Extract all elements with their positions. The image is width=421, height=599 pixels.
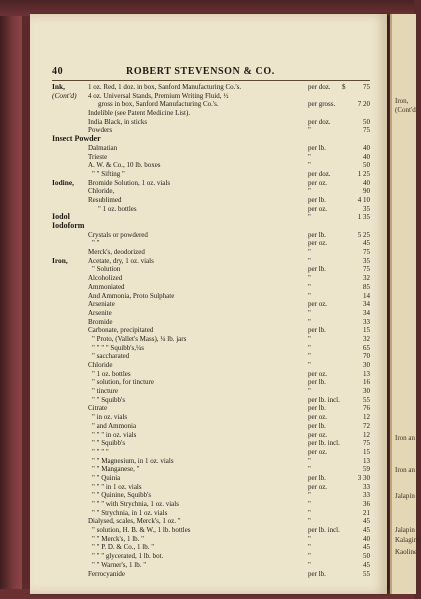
price-unit: per lb. [308,404,326,413]
price-value: 75 [363,439,370,448]
product-description: " " Quinine, Squibb's [92,491,152,500]
product-description: And Ammonia, Proto Sulphate [88,291,175,300]
product-name: Iron, [52,255,68,265]
price-unit: " [308,317,311,326]
product-description: " " Merck's, 1 lb. " [92,534,145,543]
price-unit: " [308,248,311,257]
price-value: 12 [363,413,370,422]
price-unit: " [308,152,311,161]
price-value: 34 [363,308,370,317]
price-unit: " [308,361,311,369]
product-description: 1 oz. Red, 1 doz. in box, Sanford Manufacturing Co.'s. [88,83,242,91]
price-value: 1 35 [357,213,370,222]
page-number: 40 [52,66,64,77]
price-value: 13 [363,456,370,465]
price-unit: " [308,517,311,526]
adjacent-page-text: Iron an [395,434,416,442]
price-unit: per lb. [308,195,326,204]
price-value: 76 [363,404,370,413]
price-value: 40 [363,152,370,161]
product-description: " " " glycerated, 1 lb. bot. [92,552,164,561]
price-unit: " [308,387,311,396]
price-row [52,344,370,353]
price-value: 15 [363,326,370,335]
product-name: Insect Powder [52,134,101,144]
adjacent-page-text: Kalagink [395,536,421,544]
product-name: Ink, [52,82,65,91]
product-description: " " Strychnia, in 1 oz. vials [92,508,168,517]
price-unit: " [308,343,311,352]
price-value: 40 [363,534,370,543]
price-value: 7 20 [357,100,370,109]
price-value: 55 [363,569,370,578]
product-description: " solution, H. B. & W., 1 lb. bottles [92,526,191,535]
price-unit: " [308,126,311,135]
product-description: " " " " [92,447,109,456]
price-row [52,543,370,552]
price-row [52,161,370,170]
price-value: 75 [363,126,370,135]
price-row [52,239,370,248]
price-value: 75 [363,248,370,257]
price-value: 34 [363,300,370,309]
price-value: 15 [363,447,370,456]
price-unit: per lb. [308,473,326,482]
price-row [52,283,370,292]
price-row [52,309,370,318]
price-row [52,439,370,448]
price-row [52,387,370,396]
price-unit: per oz. [308,430,328,439]
product-description: " " " in oz. vials [92,430,137,439]
product-description: " and Ammonia [92,421,137,430]
price-row [52,213,370,222]
adjacent-page-text: Iron, [395,97,409,105]
price-value: 45 [363,560,370,569]
product-description: " " Warner's, 1 lb. " [92,560,147,569]
price-unit: " [308,274,311,283]
price-row [52,222,370,231]
price-row [52,483,370,492]
price-value: 50 [363,161,370,170]
price-unit: per lb. [308,326,326,335]
price-value: 75 [363,265,370,274]
price-unit: per doz. [308,169,331,178]
price-value: 5 25 [357,230,370,239]
price-unit: per lb. [308,421,326,430]
price-row [52,92,370,101]
price-unit: per lb. incl. [308,395,340,404]
price-value: 4 10 [357,195,370,204]
price-value: 55 [363,395,370,404]
product-description: A. W. & Co., 10 lb. boxes [88,161,161,170]
price-value: 33 [363,317,370,326]
price-row [52,378,370,387]
price-row [52,300,370,309]
price-unit: per lb. [308,265,326,274]
product-description: Powders [88,126,113,135]
price-value: 70 [363,352,370,361]
price-row [52,135,370,144]
product-name: Iodine, [52,177,74,187]
adjacent-page-text: (Cont'd [395,106,416,114]
price-value: 35 [363,256,370,265]
price-row [52,179,370,188]
price-unit: " [308,491,311,500]
product-description: 4 oz. Universal Stands, Premium Writing Fluid, ½ [88,91,229,100]
price-row [52,205,370,214]
product-description: " " " in 1 oz. vials [92,482,142,491]
product-description: Dalmatian [88,143,118,152]
price-row [52,248,370,257]
product-description: " " Squibb's [92,439,126,448]
price-unit: " [308,465,311,474]
price-unit: " [308,500,311,508]
product-description: " " " " Squibb's,¼s [92,343,144,352]
price-row [52,570,370,579]
price-unit: " [308,334,311,343]
price-value: 35 [363,204,370,213]
product-description: " in oz. vials [92,413,128,422]
price-value: 40 [363,178,370,187]
price-value: 45 [363,517,370,526]
product-name: (Cont'd) [52,90,77,100]
adjacent-page-text: Kaoline [395,548,418,556]
price-value: 45 [363,543,370,552]
price-unit: " [308,456,311,465]
price-row [52,457,370,466]
product-description: " " [92,239,100,248]
price-unit: " [308,308,311,317]
price-unit: per oz. [308,447,328,456]
product-description: Citrate [88,404,108,413]
adjacent-page-text: Jalapin [395,492,415,500]
price-unit: " [308,256,311,265]
price-unit: " [308,213,311,222]
product-description: Indelible (see Patent Medicine List). [88,109,191,118]
product-description: " " Sifting " [92,169,125,178]
price-unit: " [308,282,311,291]
product-description: Crystals or powdered [88,230,148,239]
price-row [52,361,370,370]
price-value: 33 [363,491,370,500]
product-description: Chloride, [88,187,115,196]
product-description: Dialysed, scales, Merck's, 1 oz. " [88,517,181,526]
price-value: 12 [363,430,370,439]
price-row [52,431,370,440]
price-unit: " [308,508,311,517]
price-value: 45 [363,239,370,248]
price-unit: per lb. [308,230,326,239]
product-description: " " Quinia [92,473,121,482]
price-row [52,413,370,422]
price-unit: per oz. [308,239,328,248]
product-description: Acetate, dry, 1 oz. vials [88,256,154,265]
product-description: Ammoniated [88,282,125,291]
price-row [52,491,370,500]
price-unit: per doz. [308,83,331,91]
product-description: " " Manganese, " [92,465,140,474]
product-name: Iodoform [52,221,85,230]
price-value: 85 [363,282,370,291]
price-row [52,526,370,535]
currency-sign: $ [342,83,346,91]
price-row [52,292,370,301]
product-description: " " " with Strychnia, 1 oz. vials [92,500,179,508]
price-unit: per oz. [308,204,328,213]
product-description: " saccharated [92,352,130,361]
product-description: Bromide [88,317,113,326]
product-description: Ferrocyanide [88,569,125,578]
price-unit: per lb. incl. [308,526,340,535]
price-unit: per oz. [308,300,328,309]
price-value: 40 [363,143,370,152]
price-row [52,257,370,266]
price-row [52,500,370,509]
price-row [52,335,370,344]
price-row [52,83,370,92]
price-row [52,561,370,570]
price-value: 75 [363,83,370,91]
price-row [52,231,370,240]
product-description: Arsenite [88,308,112,317]
product-description: Trieste [88,152,108,161]
price-value: 32 [363,274,370,283]
product-name: Iodol [52,212,70,222]
price-value: 45 [363,526,370,535]
price-row [52,535,370,544]
price-row [52,170,370,179]
price-row [52,265,370,274]
price-unit: per oz. [308,413,328,422]
adjacent-page-text: Iron an [395,466,416,474]
price-unit: " [308,552,311,561]
price-value: 65 [363,343,370,352]
book-cover-edge [0,0,22,599]
product-description: Chloride [88,361,113,369]
price-unit: " [308,534,311,543]
product-description: " solution, for tincture [92,378,154,387]
price-unit: per doz. [308,117,331,126]
price-row [52,144,370,153]
price-value: 36 [363,500,370,508]
price-unit: " [308,161,311,170]
price-unit: " [308,560,311,569]
product-description: " 1 oz. bottles [92,369,131,378]
price-unit: per lb. [308,378,326,387]
price-value: 90 [363,187,370,196]
price-value: 30 [363,361,370,369]
product-description: Merck's, deodorized [88,248,145,257]
product-description: Arseniate [88,300,115,309]
price-value: 21 [363,508,370,517]
price-row [52,517,370,526]
price-row [52,187,370,196]
price-row [52,509,370,518]
adjacent-page-edge [390,14,421,594]
product-description: " tincture [92,387,118,396]
product-description: gross in box, Sanford Manufacturing Co.'s. [98,100,219,109]
product-description: " " Squibb's [92,395,126,404]
price-unit: " [308,352,311,361]
product-description: Bromide Solution, 1 oz. vials [88,178,171,187]
page-header [52,66,370,78]
price-value: 30 [363,387,370,396]
product-description: " " P. D. & Co., 1 lb. " [92,543,155,552]
price-value: 50 [363,117,370,126]
price-row [52,274,370,283]
price-unit: per oz. [308,178,328,187]
price-unit: per oz. [308,369,328,378]
product-description: " " Magnesium, in 1 oz. vials [92,456,174,465]
product-description: Carbonate, precipitated [88,326,154,335]
price-unit: per oz. [308,482,328,491]
price-row [52,318,370,327]
price-row [52,465,370,474]
price-value: 59 [363,465,370,474]
price-value: 1 25 [357,169,370,178]
price-row [52,370,370,379]
price-value: 32 [363,334,370,343]
price-unit: " [308,187,311,196]
price-row [52,352,370,361]
publisher-name: ROBERT STEVENSON & CO. [126,66,275,77]
price-unit: per gross. [308,100,336,109]
price-row [52,118,370,127]
price-row [52,422,370,431]
header-rule [52,80,370,81]
product-description: India Black, in sticks [88,117,148,126]
product-description: " Solution [92,265,121,274]
product-description: " Proto, (Vallet's Mass), ¼ lb. jars [92,334,187,343]
price-row [52,552,370,561]
price-unit: per lb. incl. [308,439,340,448]
adjacent-page-text: Jalapin [395,526,415,534]
product-description: Resublimed [88,195,122,204]
price-row [52,404,370,413]
price-value: 3 30 [357,473,370,482]
price-unit: " [308,291,311,300]
price-unit: per lb. [308,143,326,152]
price-value: 72 [363,421,370,430]
price-value: 14 [363,291,370,300]
price-value: 33 [363,482,370,491]
price-value: 50 [363,552,370,561]
price-unit: per lb. [308,569,326,578]
product-description: Alcoholized [88,274,123,283]
price-row [52,448,370,457]
price-row [52,196,370,205]
price-value: 13 [363,369,370,378]
price-row [52,326,370,335]
price-list [52,83,370,578]
price-row [52,474,370,483]
product-description: " 1 oz. bottles [98,204,137,213]
price-value: 16 [363,378,370,387]
price-row [52,109,370,118]
price-row [52,153,370,162]
price-row [52,100,370,109]
price-unit: " [308,543,311,552]
price-row [52,396,370,405]
